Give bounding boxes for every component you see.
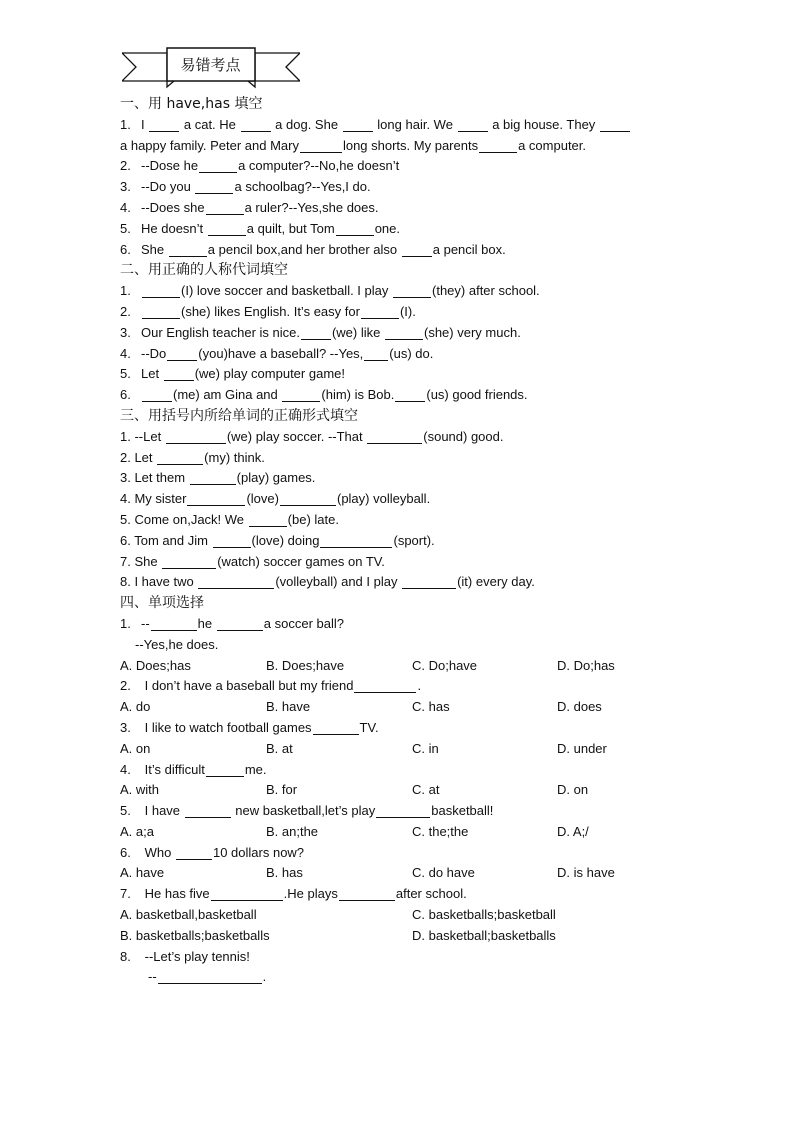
s4-q1: 1. -- he a soccer ball? [120, 615, 344, 631]
option-b[interactable]: B. have [266, 699, 311, 715]
s4-q3-options [120, 739, 680, 760]
option-a[interactable]: A. on [120, 740, 151, 756]
option-d[interactable]: D. basketball;basketballs [412, 927, 556, 943]
s4-q7-options-row2 [120, 926, 680, 947]
s1-q1-line2: a happy family. Peter and Mary long shorts. My parents a computer. [120, 137, 587, 153]
option-a[interactable]: A. with [120, 782, 160, 798]
s4-q5: 5. I have new basketball,let’s play basketball! [120, 803, 494, 819]
s2-q6: 6. (me) am Gina and (him) is Bob. (us) good friends. [120, 387, 528, 403]
answer-blank[interactable] [320, 533, 392, 548]
option-c[interactable]: C. basketballs;basketball [412, 907, 556, 923]
answer-blank[interactable] [211, 886, 283, 901]
option-d[interactable]: D. under [557, 740, 607, 756]
answer-blank[interactable] [402, 574, 456, 589]
s1-q5: 5. He doesn’t a quilt, but Tom one. [120, 220, 401, 236]
s3-q8: 8. I have two (volleyball) and I play (it) every day. [120, 574, 535, 590]
option-a[interactable]: A. a;a [120, 823, 154, 839]
s4-q5-options [120, 822, 680, 843]
s3-q7: 7. She (watch) soccer games on TV. [120, 553, 385, 569]
answer-blank[interactable] [167, 346, 197, 361]
answer-blank[interactable] [393, 283, 431, 298]
option-a[interactable]: A. Does;has [120, 657, 191, 673]
answer-blank[interactable] [198, 574, 274, 589]
s2-q2: 2. (she) likes English. It’s easy for (I). [120, 303, 416, 319]
answer-blank[interactable] [158, 969, 262, 984]
answer-blank[interactable] [142, 283, 180, 298]
answer-blank[interactable] [149, 117, 179, 132]
answer-blank[interactable] [600, 117, 630, 132]
section-2-heading: 二、用正确的人称代词填空 [120, 262, 288, 279]
answer-blank[interactable] [142, 387, 172, 402]
answer-blank[interactable] [190, 470, 236, 485]
option-b[interactable]: B. has [266, 865, 303, 881]
option-a[interactable]: A. do [120, 699, 151, 715]
s3-q5: 5. Come on,Jack! We (be) late. [120, 511, 339, 527]
option-b[interactable]: B. Does;have [266, 657, 345, 673]
s4-q1-options [120, 656, 680, 677]
answer-blank[interactable] [217, 616, 263, 631]
answer-blank[interactable] [208, 221, 246, 236]
answer-blank[interactable] [336, 221, 374, 236]
s1-q6: 6. She a pencil box,and her brother also a pencil box. [120, 241, 506, 257]
answer-blank[interactable] [282, 387, 320, 402]
option-a[interactable]: A. have [120, 865, 165, 881]
s3-q2: 2. Let (my) think. [120, 449, 265, 465]
s2-q4: 4. --Do (you)have a baseball? --Yes, (us) do. [120, 345, 434, 361]
answer-blank[interactable] [169, 242, 207, 257]
answer-blank[interactable] [376, 803, 430, 818]
s4-q2-options [120, 697, 680, 718]
answer-blank[interactable] [142, 304, 180, 319]
s4-q7: 7. He has five .He plays after school. [120, 886, 467, 902]
answer-blank[interactable] [249, 512, 287, 527]
option-c[interactable]: C. do have [412, 865, 475, 881]
s3-q3: 3. Let them (play) games. [120, 470, 316, 486]
answer-blank[interactable] [185, 803, 231, 818]
answer-blank[interactable] [339, 886, 395, 901]
answer-blank[interactable] [385, 325, 423, 340]
option-a[interactable]: A. basketball,basketball [120, 907, 257, 923]
answer-blank[interactable] [166, 429, 226, 444]
s1-q3: 3. --Do you a schoolbag?--Yes,I do. [120, 179, 371, 195]
s4-q7-options-row1 [120, 905, 680, 926]
option-c[interactable]: C. in [412, 740, 439, 756]
option-b[interactable]: B. an;the [266, 823, 319, 839]
option-c[interactable]: C. the;the [412, 823, 469, 839]
answer-blank[interactable] [313, 720, 359, 735]
s1-q2: 2. --Dose he a computer?--No,he doesn’t [120, 158, 400, 174]
s1-q1-line1: 1. I a cat. He a dog. She long hair. We a big house. They [120, 115, 680, 136]
answer-blank[interactable] [364, 346, 388, 361]
option-d[interactable]: D. on [557, 782, 589, 798]
option-b[interactable]: B. at [266, 740, 293, 756]
answer-blank[interactable] [367, 429, 422, 444]
option-b[interactable]: B. for [266, 782, 298, 798]
option-d[interactable]: D. is have [557, 865, 615, 881]
answer-blank[interactable] [458, 117, 488, 132]
answer-blank[interactable] [479, 138, 517, 153]
answer-blank[interactable] [199, 158, 237, 173]
answer-blank[interactable] [176, 845, 212, 860]
answer-blank[interactable] [151, 616, 197, 631]
s4-q1-answer: --Yes,he does. [135, 636, 219, 652]
answer-blank[interactable] [301, 325, 331, 340]
answer-blank[interactable] [187, 491, 245, 506]
s4-q4-options [120, 780, 680, 801]
answer-blank[interactable] [343, 117, 373, 132]
option-b[interactable]: B. basketballs;basketballs [120, 927, 270, 943]
s1-q4: 4. --Does she a ruler?--Yes,she does. [120, 199, 379, 215]
answer-blank[interactable] [206, 200, 244, 215]
section-4-heading: 四、单项选择 [120, 595, 204, 612]
section-1-heading: 一、用 have,has 填空 [120, 96, 263, 112]
s2-q1: 1. (I) love soccer and basketball. I play (they) after school. [120, 283, 540, 299]
answer-blank[interactable] [300, 138, 342, 153]
s4-q4: 4. It’s difficult me. [120, 761, 267, 777]
s3-q6: 6. Tom and Jim (love) doing (sport). [120, 532, 435, 548]
worksheet-content [120, 94, 680, 988]
answer-blank[interactable] [157, 450, 203, 465]
option-d[interactable]: D. does [557, 699, 602, 715]
option-d[interactable]: D. Do;has [557, 657, 615, 673]
answer-blank[interactable] [280, 491, 336, 506]
answer-blank[interactable] [354, 678, 416, 693]
answer-blank[interactable] [395, 387, 425, 402]
s4-q6-options [120, 863, 680, 884]
banner-title: 易错考点 [180, 55, 241, 74]
s2-q3: 3. Our English teacher is nice. (we) like (she) very much. [120, 324, 521, 340]
option-d[interactable]: D. A;/ [557, 823, 589, 839]
answer-blank[interactable] [206, 762, 244, 777]
answer-blank[interactable] [241, 117, 271, 132]
s4-q8-response: -- . [148, 969, 267, 985]
answer-blank[interactable] [195, 179, 233, 194]
option-c[interactable]: C. at [412, 782, 440, 798]
s2-q5: 5. Let (we) play computer game! [120, 366, 345, 382]
answer-blank[interactable] [162, 554, 216, 569]
s4-q2: 2. I don’t have a baseball but my friend . [120, 678, 422, 694]
s4-q8: 8. --Let’s play tennis! [120, 948, 250, 964]
option-c[interactable]: C. has [412, 699, 450, 715]
option-c[interactable]: C. Do;have [412, 657, 478, 673]
answer-blank[interactable] [402, 242, 432, 257]
answer-blank[interactable] [213, 533, 251, 548]
s4-q3: 3. I like to watch football games TV. [120, 719, 379, 735]
section-3-heading: 三、用括号内所给单词的正确形式填空 [120, 407, 358, 424]
s4-q6: 6. Who 10 dollars now? [120, 844, 305, 860]
answer-blank[interactable] [164, 366, 194, 381]
answer-blank[interactable] [361, 304, 399, 319]
s3-q4: 4. My sister (love) (play) volleyball. [120, 491, 431, 507]
s3-q1: 1. --Let (we) play soccer. --That (sound) good. [120, 428, 504, 444]
